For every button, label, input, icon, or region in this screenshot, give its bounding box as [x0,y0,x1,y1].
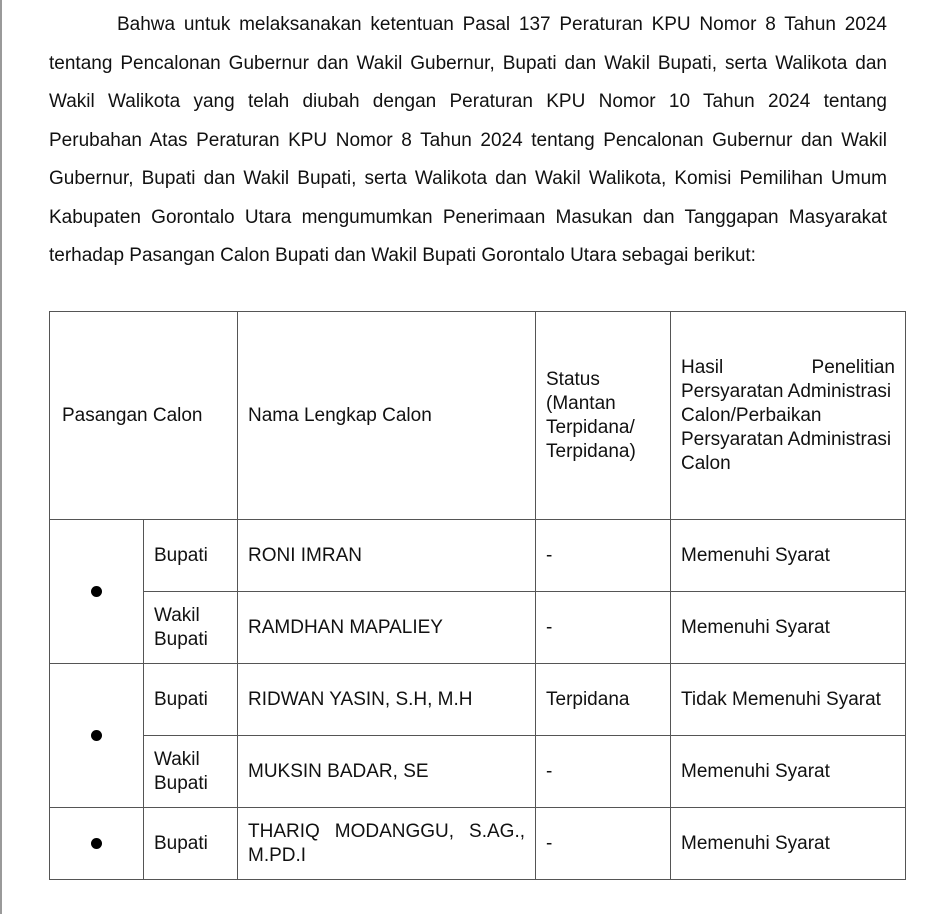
page-left-border [0,0,2,914]
header-nama-lengkap: Nama Lengkap Calon [238,312,536,520]
name-cell: MUKSIN BADAR, SE [238,736,536,808]
pair-2-bullet [50,664,144,808]
result-cell: Memenuhi Syarat [671,592,906,664]
table-header-row [50,312,906,520]
pair-3-bullet [50,808,144,880]
candidate-table [49,311,906,880]
table-row [50,736,906,808]
table-row [50,520,906,592]
name-cell: THARIQ MODANGGU, S.AG., M.PD.I [238,808,536,880]
name-cell: RONI IMRAN [238,520,536,592]
pair-1-bullet [50,520,144,664]
role-cell: Bupati [144,664,238,736]
role-cell: Wakil Bupati [144,592,238,664]
announcement-paragraph: Bahwa untuk melaksanakan ketentuan Pasal 137 Peraturan KPU Nomor 8 Tahun 2024 tentang Pencalonan Gubernur dan Wakil Gubernur, Bupati dan Wakil Bupati, serta Walikota dan Wakil Walikota yang telah diubah dengan Peraturan KPU Nomor 10 Tahun 2024 tentang Perubahan Atas Peraturan KPU Nomor 8 Tahun 2024 tentang Pencalonan Gubernur dan Wakil Gubernur, Bupati dan Wakil Bupati, serta Walikota dan Wakil Walikota, Komisi Pemilihan Umum Kabupaten Gorontalo Utara mengumumkan Penerimaan Masukan dan Tanggapan Masyarakat terhadap Pasangan Calon Bupati dan Wakil Bupati Gorontalo Utara sebagai berikut: [49,14,887,266]
status-cell: - [536,736,671,808]
table-row [50,808,906,880]
result-cell: Memenuhi Syarat [671,520,906,592]
result-cell: Tidak Memenuhi Syarat [671,664,906,736]
status-cell: Terpidana [536,664,671,736]
status-cell: - [536,592,671,664]
role-cell: Wakil Bupati [144,736,238,808]
role-cell: Bupati [144,808,238,880]
name-cell: RIDWAN YASIN, S.H, M.H [238,664,536,736]
header-penelitian-word: Penelitian [811,356,895,378]
header-pasangan-calon: Pasangan Calon [50,312,238,520]
result-cell: Memenuhi Syarat [671,808,906,880]
table-row [50,664,906,736]
bullet-icon [91,838,102,849]
bullet-icon [91,730,102,741]
status-cell: - [536,808,671,880]
header-hasil-penelitian [671,312,906,520]
name-cell: RAMDHAN MAPALIEY [238,592,536,664]
header-hasil-rest: Persyaratan Administrasi Calon/Perbaikan Persyaratan Administrasi Calon [681,380,892,474]
header-status: Status (Mantan Terpidana/ Terpidana) [536,312,671,520]
status-cell: - [536,520,671,592]
table-row [50,592,906,664]
role-cell: Bupati [144,520,238,592]
bullet-icon [91,586,102,597]
header-hasil-word: Hasil [681,356,724,378]
result-cell: Memenuhi Syarat [671,736,906,808]
